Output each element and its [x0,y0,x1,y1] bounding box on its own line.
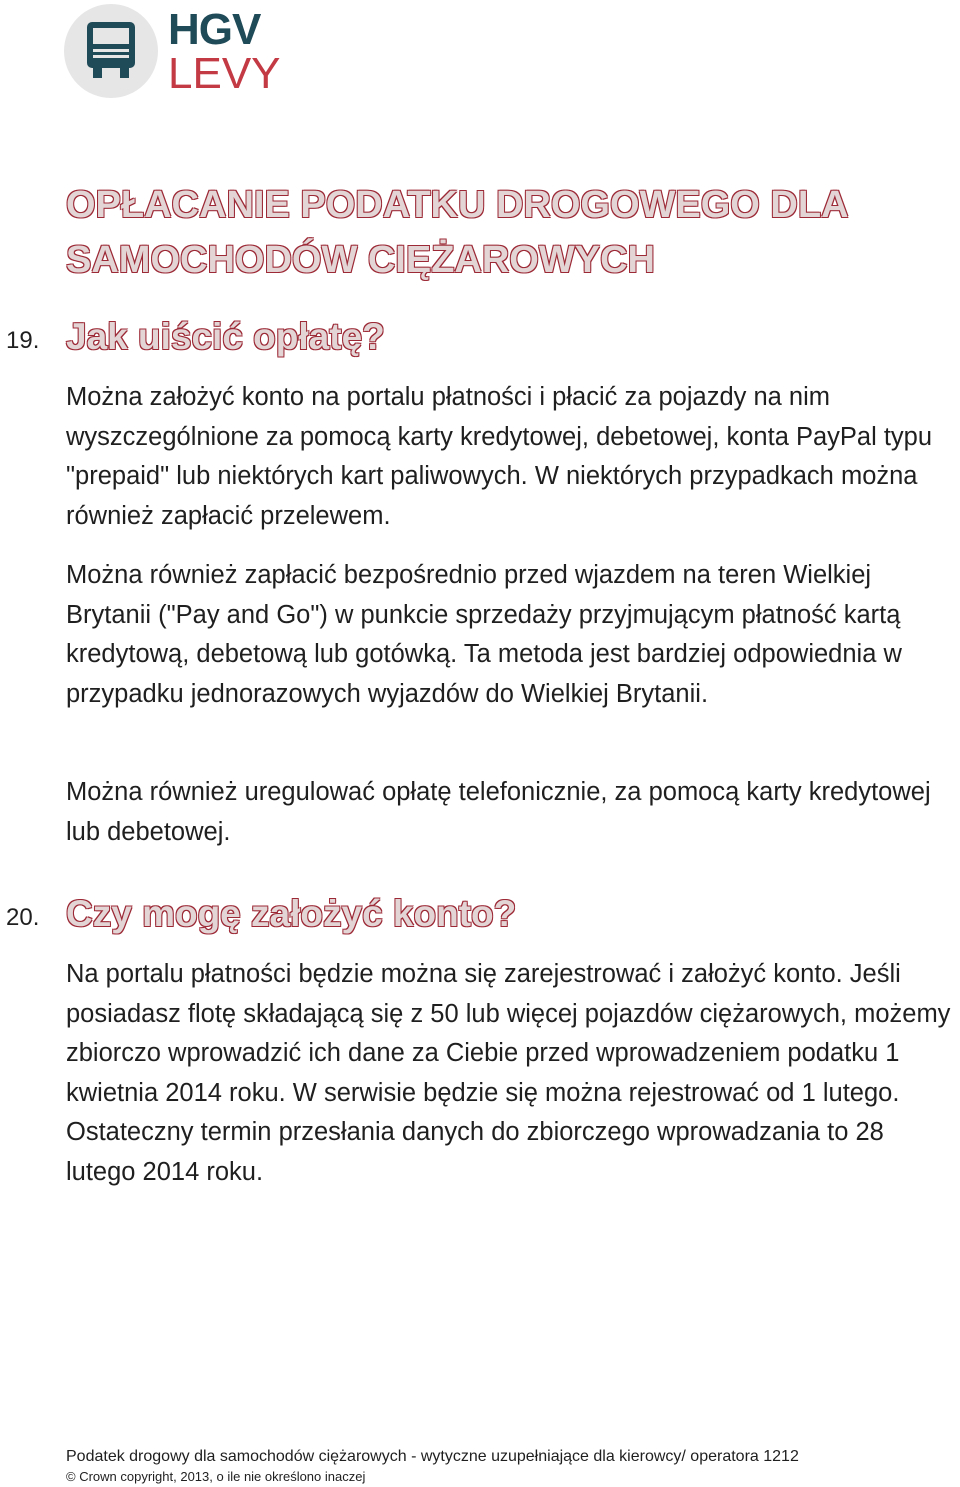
hgv-levy-logo [64,4,294,100]
paragraph: Można również zapłacić bezpośrednio przed wjazdem na teren Wielkiej Brytanii ("Pay and Go") w punkcie sprzedaży przyjmującym płatność kartą kredytową, debetową lub gotówką. Ta metoda jest bardziej odpowiednia w przypadku jednorazowych wyjazdów do Wielkiej Brytanii. [66,561,902,708]
document-title: OPŁACANIE PODATKU DROGOWEGO DLA SAMOCHODÓW CIĘŻAROWYCH [66,184,849,281]
footer-copyright: © Crown copyright, 2013, o ile nie określono inaczej [66,1469,366,1484]
paragraph: Można założyć konto na portalu płatności i płacić za pojazdy na nim wyszczególnione za pomocą karty kredytowej, debetowej, konta PayPal typu "prepaid" lub niektórych kart paliwowych. W niektórych przypadkach można również zapłacić przelewem. [66,383,933,530]
logo-circle [64,4,158,98]
paragraph: Na portalu płatności będzie można się zarejestrować i założyć konto. Jeśli posiadasz flotę składającą się z 50 lub więcej pojazdów ciężarowych, możemy zbiorczo wprowadzić ich dane za Ciebie przed wprowadzeniem podatku 1 kwietnia 2014 roku. W serwisie będzie się można rejestrować od 1 lutego. Ostateczny termin przesłania danych do zbiorczego wprowadzania to 28 lutego 2014 roku. [66,960,951,1186]
logo-text-hgv: HGV [168,5,261,54]
paragraph: Można również uregulować opłatę telefonicznie, za pomocą karty kredytowej lub debetowej. [66,778,931,846]
section-heading: Czy mogę założyć konto? [66,893,517,934]
section-heading: Jak uiścić opłatę? [66,316,385,357]
section-number: 19. [6,327,40,354]
footer-text: Podatek drogowy dla samochodów ciężarowych - wytyczne uzupełniające dla kierowcy/ operatora 1212 [66,1448,799,1465]
truck-icon [84,22,138,80]
section-number: 20. [6,904,40,931]
logo-text-levy: LEVY [168,49,281,98]
